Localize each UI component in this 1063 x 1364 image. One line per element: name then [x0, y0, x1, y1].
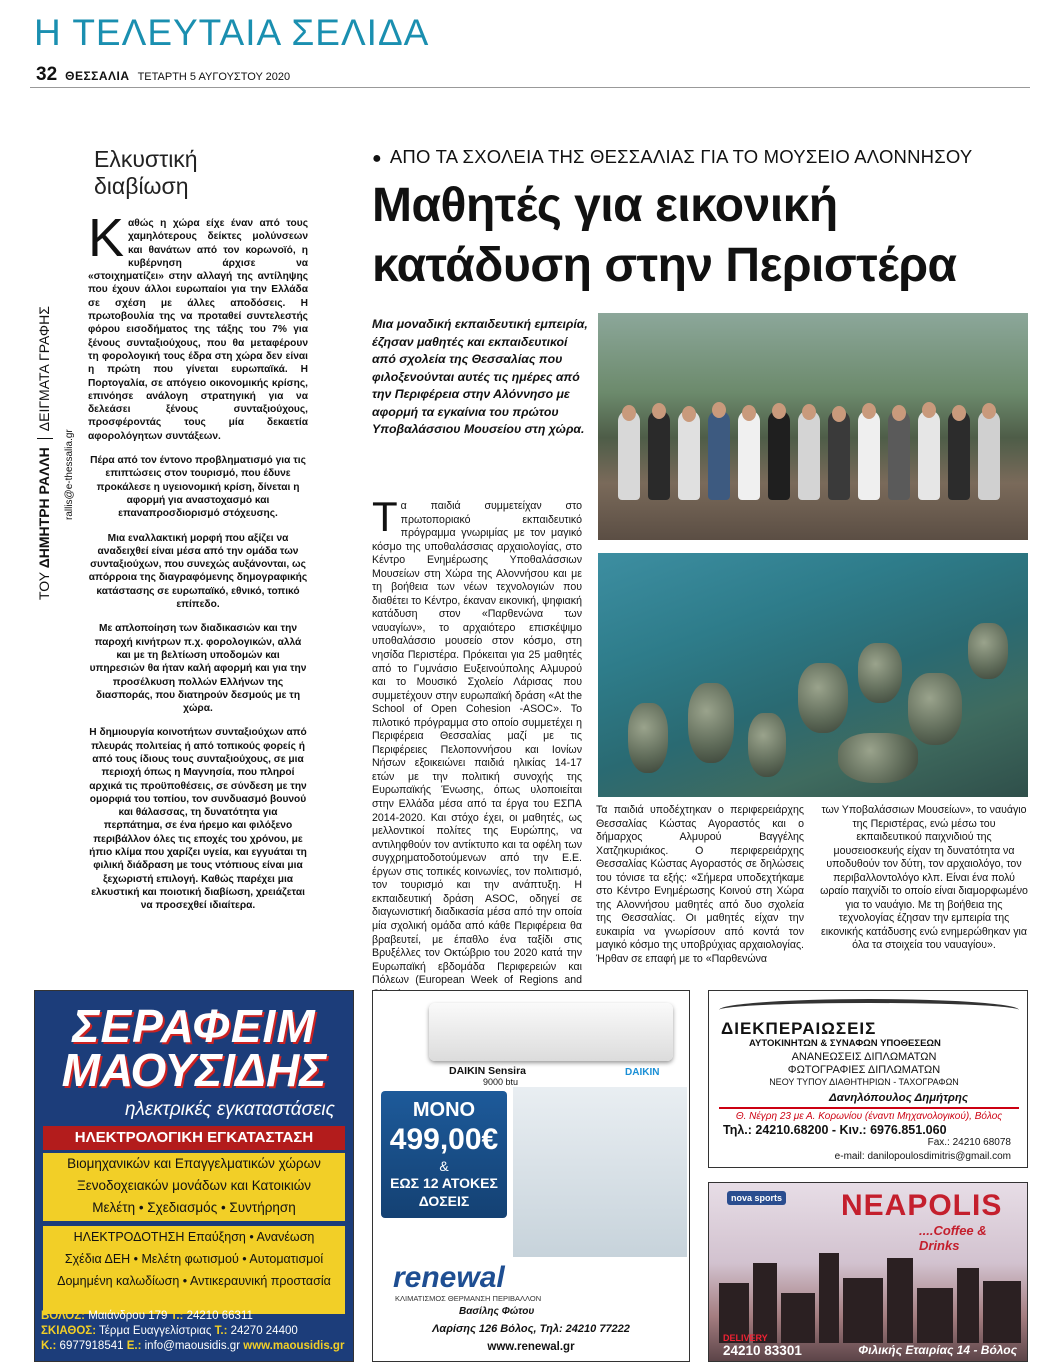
author-email[interactable]: rallis@e-thessalia.gr: [64, 429, 75, 520]
article-column-3: των Υποβαλάσσιων Μουσείων», το ναυάγιο της Περιστέρας, ενώ μέσω του εκπαιδευτικού παιχνιδιού της μουσειοσκευής είχαν τη δυνατότητα να υποδυθούν τον δύτη, τον αρχαιολόγο, τον περιβαλλοντολόγο κλπ. Είναι ένα πολύ ωραίο παιχνίδι το οποίο είναι διαμορφωμένο για το ναυάγιο. Με τη βοήθεια της τεχνολογίας έζησαν την εμπειρία της εικονικής κατάδυσης ενώ ενημερώθηκαν για όλα τα στοιχεία του ναυαγίου».: [820, 804, 1028, 952]
students-group-photo: [598, 313, 1028, 540]
ad-email[interactable]: e-mail: danilopoulosdimitris@gmail.com: [834, 1151, 1011, 1162]
renewal-website[interactable]: www.renewal.gr: [487, 1341, 575, 1353]
opinion-p1b: Η πρωτοβουλία της να προταθεί συντελεστής φόρου εισοδήματος της τάξης του 7% για ξένους συνταξιούχους, που θα μεταφέρουν τη φορολογική τους έδρα στη χώρα δεν είναι η πρώτη που γίνεται ευρωπαϊκά. Η Πορτογαλία, σε απόγειο οικονομικής κρίσης, επινόησε ανάλογη στρατηγική για να δελεάσει ξένους συνταξιούχους, προσφέροντάς τους μία δεκαετία αφορολόγητων συντάξεων.: [88, 297, 308, 442]
amphora: [968, 623, 1008, 679]
opinion-heading-line2: διαβίωση: [94, 173, 189, 199]
head: [712, 402, 726, 418]
ad-owner-name: Δανηλόπουλος Δημήτρης: [829, 1092, 969, 1104]
building: [781, 1293, 815, 1343]
address-label: ΣΚΙΑΘΟΣ:: [41, 1325, 97, 1337]
headline-line2: κατάδυση στην Περιστέρα: [372, 239, 957, 292]
ad-address-line: [41, 1324, 351, 1339]
article-lede: Μια μοναδική εκπαιδευτική εμπειρία, έζησαν μαθητές και εκπαιδευτικοί από σχολεία της Θεσσαλίας που φιλοξενούνται αυτές τις ημέρες από την Περιφέρεια στην Αλόννησο με αφορμή τα εγκαίνια του πρώτου Υποβαλάσσιου Μουσείου στη χώρα.: [372, 317, 588, 436]
kicker-text: ΑΠΟ ΤΑ ΣΧΟΛΕΙΑ ΤΗΣ ΘΕΣΣΑΛΙΑΣ ΓΙΑ ΤΟ ΜΟΥΣΕΙΟ ΑΛΟΝΝΗΣΟΥ: [389, 146, 973, 167]
offer-installments: ΕΩΣ 12 ΑΤΟΚΕΣ: [390, 1175, 498, 1191]
ad-address: Θ. Νέγρη 23 με Α. Κορωνίου (έναντι Μηχανολογικού), Βόλος: [735, 1111, 1003, 1122]
ad-address-line: [41, 1309, 351, 1324]
building: [887, 1258, 913, 1343]
mobile-value: 6977918541: [59, 1340, 124, 1352]
offer-installments-2: ΔΟΣΕΙΣ: [418, 1193, 470, 1209]
headline-line1: Μαθητές για εικονική: [372, 179, 838, 232]
head: [922, 402, 936, 418]
ad-renewal-daikin[interactable]: [372, 990, 690, 1362]
person-figure: [858, 410, 880, 500]
head: [652, 403, 666, 419]
email-label: E.:: [126, 1340, 142, 1352]
building: [819, 1253, 839, 1343]
renewal-logo: renewal: [393, 1261, 505, 1294]
head: [982, 403, 996, 419]
column-name: ΔΕΙΓΜΑΤΑ ΓΡΑΦΗΣ: [36, 306, 52, 432]
ad-service-line: Σχέδια ΔΕΗ • Μελέτη φωτισμού • Αυτοματισμοί: [64, 1252, 324, 1266]
head: [892, 405, 906, 421]
head: [682, 406, 696, 422]
person-figure: [618, 410, 640, 500]
offer-amp: &: [439, 1158, 449, 1174]
issue-date: ΤΕΤΑΡΤΗ 5 ΑΥΓΟΥΣΤΟΥ 2020: [137, 71, 291, 83]
newspaper-name: ΘΕΣΣΑΛΙΑ: [65, 69, 130, 83]
opinion-p1: αθώς η χώρα είχε έναν από τους χαμηλότερους δείκτες μολύνσεων και θανάτων από τον κορωνοϊό, η κυβέρνηση άρχισε να «στοιχηματίζει» στην αλλαγή της αντίληψης που έχουν άλλοι ευρωπαίοι για την Ελλάδα σε σχέση με άλλες αποδόσεις.: [88, 218, 308, 309]
ad-subtitle: ΑΥΤΟΚΙΝΗΤΩΝ & ΣΥΝΑΦΩΝ ΥΠΟΘΕΣΕΩΝ: [749, 1038, 941, 1049]
ad-service-line: Ξενοδοχειακών μονάδων και Κατοικιών: [76, 1178, 312, 1193]
person-figure: [708, 410, 730, 500]
city-skyline-image: [709, 1253, 1027, 1343]
opinion-paragraph: Η δημιουργία κοινοτήτων συνταξιούχων από πλευράς πολιτείας ή από τοπικούς φορείς ή από τους ίδιους τους συνταξιούχους, σε μια περιοχή όπως η Μαγνησία, που πληροί αρχικά τις προϋποθέσεις, σε σύνδεση με την ομορφιά του τοπίου, τον συνδυασμό βουνού και θάλασσας, τη δυνατότητα για περπάτημα, σε ένα ήρεμο και φιλόξενο περιβάλλον όλες τις εποχές του χρόνου, με ήπιο κλίμα που χαρίζει υγεία, και εγγυάται τη φιλική διάδραση με τους ντόπιους είναι μια ξεχωριστή επιλογή. Καθώς παρέχει μια ελκυστική και ποιοτική διαβίωση, χρειάζεται να προσεχθεί ιδιαίτερα.: [89, 727, 307, 912]
ad-maousidis[interactable]: [34, 990, 354, 1362]
ad-service-extra: ΝΕΟΥ ΤΥΠΟΥ ΔΙΑΘΗΤΗΡΙΩΝ - ΤΑΧΟΓΡΑΦΩΝ: [769, 1077, 959, 1087]
person-figure: [738, 410, 760, 500]
neapolis-tagline: ....Coffee & Drinks: [919, 1223, 987, 1253]
mobile-label: Κ.:: [41, 1340, 57, 1352]
ad-address-line: [41, 1339, 351, 1354]
amphora: [688, 683, 734, 763]
tel-label: Τ.:: [214, 1325, 228, 1337]
ad-title: ΔΙΕΚΠΕΡΑΙΩΣΕΙΣ: [721, 1019, 877, 1038]
ad-services: [749, 1051, 979, 1077]
car-outline-icon: [719, 999, 1019, 1021]
bullet-icon: ●: [372, 150, 382, 167]
person-figure: [888, 410, 910, 500]
ad-services-block: [43, 1153, 345, 1221]
address-value: Μαιάνδρου 179: [88, 1310, 168, 1322]
ad-contact: [41, 1309, 351, 1354]
person-figure: [828, 410, 850, 500]
renewal-address: Λαρίσης 126 Βόλος, Τηλ: 24210 77222: [432, 1323, 630, 1335]
head: [832, 406, 846, 422]
byline-author: ΔΗΜΗΤΡΗ ΡΑΛΛΗ: [36, 447, 52, 569]
person-figure: [978, 410, 1000, 500]
product-model: DAIKIN Sensira: [449, 1065, 527, 1077]
person-figure: [918, 410, 940, 500]
offer-mono: ΜΟΝΟ: [412, 1099, 476, 1121]
opinion-heading-line1: Ελκυστική: [94, 146, 198, 172]
head: [862, 403, 876, 419]
opinion-heading: [94, 146, 198, 200]
ad-logo-line2: ΜΑΟΥΣΙΔΗΣ: [61, 1044, 327, 1096]
ad-diekperaioseis[interactable]: [708, 990, 1028, 1168]
delivery-label: DELIVERY: [723, 1333, 768, 1343]
head: [802, 404, 816, 420]
ad-service-line: Δομημένη καλωδίωση • Αντικεραυνική προστασία: [57, 1274, 331, 1288]
header-rule: [30, 87, 1030, 88]
ad-service-line: ΗΛΕΚΤΡΟΔΟΤΗΣΗ Επαύξηση • Ανανέωση: [73, 1230, 315, 1244]
tv-sports-logos: nova sports: [727, 1191, 786, 1205]
address-label: ΒΟΛΟΣ:: [41, 1310, 85, 1322]
neapolis-phone: 24210 83301: [723, 1343, 802, 1358]
article-column-2: Τα παιδιά υποδέχτηκαν ο περιφερειάρχης Θεσσαλίας Κώστας Αγοραστός και ο δήμαρχος Αλμυρού Βαγγέλης Χατζηκυριάκος. Ο περιφερειάρχης Θεσσαλίας Κώστας Αγοραστός σε δηλώσεις του τόνισε τα εξής: «Σήμερα υποδεχτήκαμε στο Κέντρο Ενημέρωσης Κοινού στη Χώρα της Αλοννήσου μαθητές από δυο σχολεία της Θεσσαλίας. Οι μαθητές είχαν την ευκαιρία να γνωρίσουν από κοντά τον μαγικό κόσμο της υποβρύχιας αρχαιολογίας. Ήρθαν σε επαφή με το «Παρθενώνα: [596, 804, 804, 966]
daikin-logo: DAIKIN: [625, 1067, 660, 1078]
ad-email[interactable]: info@maousidis.gr: [144, 1340, 241, 1352]
ad-website[interactable]: www.maousidis.gr: [243, 1340, 345, 1352]
amphora: [748, 713, 786, 777]
building: [983, 1281, 1021, 1343]
opinion-paragraph: Πέρα από τον έντονο προβληματισμό για τις επιπτώσεις στον τουρισμό, που έδυνε προκάλεσε η υγειονομική κρίση, δίνεται η αφορμή για αναστοχασμό και επαναπροσδιορισμό στόχευσης.: [90, 455, 306, 520]
neapolis-address: Φιλικής Εταιρίας 14 - Βόλος: [858, 1343, 1017, 1357]
offer-price: 499,00€: [389, 1123, 499, 1156]
opinion-paragraph: Με απλοποίηση των διαδικασιών και την παροχή κινήτρων π.χ. φορολογικών, αλλά και με τη βελτίωση υποδομών και υπηρεσιών θα ήταν καλή αφορμή και για την προσέλκυση πολλών Ελλήνων της διασποράς, που διατηρούν δεσμούς με τη χώρα.: [89, 623, 307, 715]
ad-tagline: ηλεκτρικές εγκαταστάσεις: [125, 1099, 335, 1120]
ad-neapolis[interactable]: [708, 1182, 1028, 1362]
folio: [36, 64, 290, 86]
tel-value: 24270 24400: [230, 1325, 298, 1337]
building: [917, 1288, 953, 1343]
neapolis-logo: NEAPOLIS: [841, 1189, 1003, 1222]
divider: [719, 1107, 1019, 1109]
ad-service-line: ΑΝΑΝΕΩΣΕΙΣ ΔΙΠΛΩΜΑΤΩΝ: [791, 1051, 937, 1063]
amphora: [908, 673, 962, 745]
ad-service-line: Μελέτη • Σχεδιασμός • Συντήρηση: [92, 1200, 296, 1215]
building: [957, 1268, 979, 1343]
air-conditioner-image: [429, 1003, 673, 1061]
page-number: 32: [36, 64, 58, 85]
opinion-dropcap: Κ: [88, 208, 125, 268]
article-kicker: [372, 146, 972, 168]
ad-band: ΗΛΕΚΤΡΟΛΟΓΙΚΗ ΕΓΚΑΤΑΣΤΑΣΗ: [43, 1126, 345, 1150]
underwater-wreck-photo: [598, 553, 1028, 797]
section-title: Η ΤΕΛΕΥΤΑΙΑ ΣΕΛΙΔΑ: [34, 12, 430, 53]
ad-phone: Τηλ.: 24210.68200 - Κιν.: 6976.851.060: [723, 1123, 947, 1137]
article-dropcap: Τ: [372, 493, 398, 540]
head: [742, 405, 756, 421]
renewal-owner: Βασίλης Φώτου: [459, 1306, 535, 1317]
ad-services-block-2: [43, 1226, 345, 1314]
person-figure: [678, 410, 700, 500]
amphora: [858, 643, 902, 703]
amphora: [628, 703, 668, 773]
head: [952, 405, 966, 421]
price-offer: [381, 1091, 507, 1218]
opinion-paragraph: [88, 208, 308, 443]
byline-separator: [37, 438, 53, 439]
opinion-body: [88, 208, 308, 924]
address-value: Τέρμα Ευαγγελίστριας: [99, 1325, 212, 1337]
tel-value: 24210 66311: [186, 1310, 253, 1322]
opinion-paragraph: Μια εναλλακτική μορφή που αξίζει να αναδειχθεί είναι μέσα από την ομάδα των συνταξιούχων, που συνεχώς αυξάνονται, ως απόρροια της διαγραφόμενης δημογραφικής κατάστασης σε ευρωπαϊκό, εθνικό, τοπικό επίπεδο.: [88, 532, 308, 611]
ad-logo-line1: ΣΕΡΑΦΕΙΜ: [72, 1000, 316, 1052]
building: [843, 1278, 883, 1343]
product-btu: 9000 btu: [483, 1077, 519, 1087]
article-col1-text: α παιδιά συμμετείχαν στο πρωτοποριακό εκπαιδευτικό πρόγραμμα γνωριμίας με τον μαγικό κόσμο της υποθαλάσσιας αρχαιολογίας, στο Κέντρο Ενημέρωσης Υποθαλάσσιων Μουσείων στη Χώρα της Αλοννήσου και με τη βοήθεια των νέων τεχνολογιών που διαθέτει το Κέντρο, έκαναν εικονική, ψηφιακή κατάδυση στον «Παρθενώνα των ναυαγίων», το αρχαιότερο επισκέψιμο υποθαλάσσιο μουσείο στον κόσμο, στη νησίδα Περιστέρα. Πρόκειται για 25 μαθητές από το Γυμνάσιο Ευξεινούπολης Αλμυρού και το Μουσικό Σχολείο Λάρισας που συμμετέχουν στην ευρωπαϊκή δράση «At the School of Open Cohesion -ASOC». Το πιλοτικό πρόγραμμα στο οποίο συμμετέχει η Περιφέρεια Θεσσαλίας μαζί με τις Περιφέρειες Πελοποννήσου και Ιονίων Νήσων εξοικειώνει παιδιά ηλικίας 14-17 ετών με την πολιτική συνοχής της Ευρωπαϊκής Ένωσης, όπως υλοποιείται στην Ελλάδα μέσα από τα έργα του ΕΣΠΑ 2014-2020. Και στόχο έχει, οι μαθητές, ως μελλοντικοί πολίτες της Ευρώπης, να αντιληφθούν τον αντίκτυπο και τα οφέλη των συγχρηματοδοτούμενων από την Ε.Ε. έργων στις τοπικές κοινωνίες, τον πολιτισμό, τον τουρισμό και την ανάπτυξη. Η εκπαιδευτική δράση ASOC, οδηγεί σε διαγωνιστική διαδικασία μέσα από την οποία μία σχολική ομάδα από κάθε Περιφέρεια θα βραβευτεί, με έπαθλο ένα ταξίδι στις Βρυξέλλες τον Οκτώβριο του 2020 κατά την Ευρωπαϊκή εβδομάδα Περιφερειών και Πόλεων (European Week of Regions and: [372, 500, 582, 987]
building: [753, 1263, 777, 1343]
amphora: [798, 663, 848, 733]
person-figure: [948, 410, 970, 500]
amphora: [838, 733, 918, 783]
room-image: [513, 1087, 687, 1257]
article-column-1: [372, 493, 582, 1001]
head: [622, 405, 636, 421]
ad-fax: Fax.: 24210 68078: [927, 1137, 1011, 1148]
opinion-byline: [36, 220, 53, 600]
tel-label: Τ.:: [170, 1310, 184, 1322]
person-figure: [798, 410, 820, 500]
head: [772, 403, 786, 419]
article-headline: [372, 176, 1032, 296]
renewal-subtitle: ΚΛΙΜΑΤΙΣΜΟΣ ΘΕΡΜΑΝΣΗ ΠΕΡΙΒΑΛΛΟΝ: [395, 1294, 542, 1303]
ad-service-line: Βιομηχανικών και Επαγγελματικών χώρων: [67, 1156, 321, 1171]
person-figure: [768, 410, 790, 500]
byline-prefix: ΤΟΥ: [36, 572, 52, 600]
ad-service-line: ΦΩΤΟΓΡΑΦΙΕΣ ΔΙΠΛΩΜΑΤΩΝ: [787, 1064, 941, 1076]
person-figure: [648, 410, 670, 500]
